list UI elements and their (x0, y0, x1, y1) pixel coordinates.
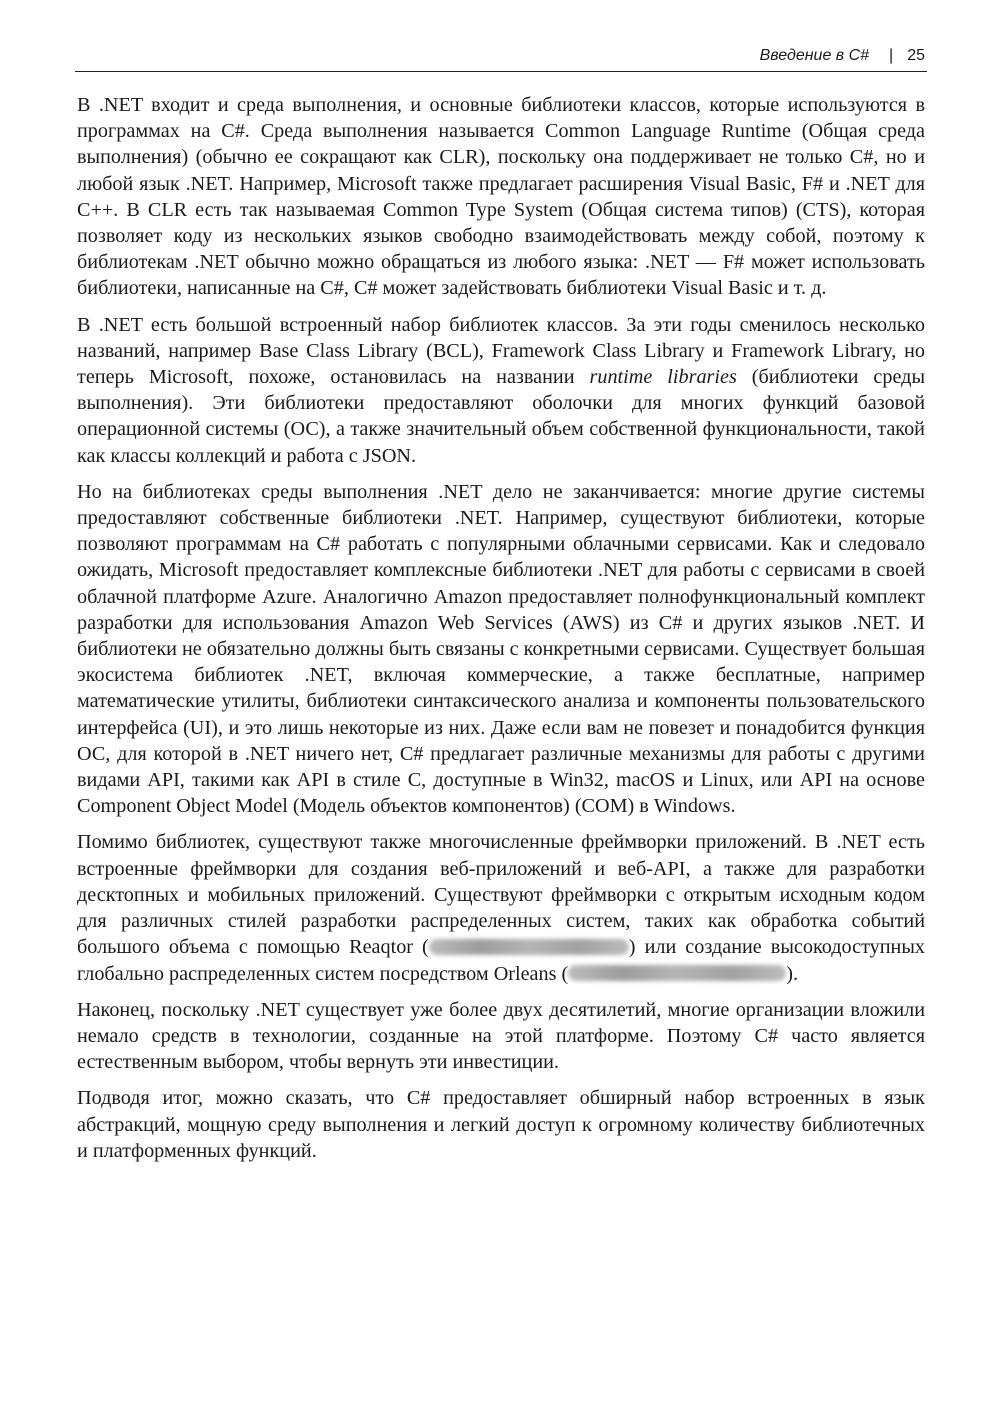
chapter-title: Введение в C# (759, 47, 870, 64)
paragraph-4 (77, 829, 925, 986)
orleans-link-redacted (568, 965, 786, 981)
paragraph-2-text-b: (библиотеки среды выполнения). Эти библиотеки предоставляют оболочки для многих функций базовой операционной системы (ОС), а также значительный объем собственной функциональности, такой как классы коллекций и работа с JSON. (77, 366, 926, 467)
header-separator: | (889, 47, 894, 64)
paragraph-5: Наконец, поскольку .NET существует уже более двух десятилетий, многие организации вложили немало средств в технологии, созданные на этой платформе. Поэтому C# часто является естественным выбором, чтобы вернуть эти инвестиции. (77, 998, 925, 1074)
paragraph-2-text-a: В .NET есть большой встроенный набор библиотек классов. За эти годы сменилось несколько названий, например Base Class Library (BCL), Framework Class Library и Framework Library, но теперь Microsoft, похоже, остановилась на названии (77, 313, 925, 389)
paragraph-1: В .NET входит и среда выполнения, и основные библиотеки классов, которые используются в программах на C#. Среда выполнения называется Common Language Runtime (Общая среда выполнения) (обычно ее сокращают как CLR), поскольку она поддерживает не только C#, но и любой язык .NET. Например, Microsoft также предлагает расширения Visual Basic, F# и .NET для C++. В CLR есть так называемая Common Type System (Общая система типов) (CTS), которая позволяет коду из нескольких языков свободно взаимодействовать между собой, поэтому к библиотекам .NET обычно можно обращаться из любого языка: .NET — F# может использовать библиотеки, написанные на C#, C# может задействовать библиотеки Visual Basic и т. д. (77, 94, 925, 300)
paragraph-4-text-b: ) или создание высокодоступных глобально распределенных систем посредством Orleans ( (77, 936, 925, 985)
paragraph-3: Но на библиотеках среды выполнения .NET дело не заканчивается: многие другие системы предоставляют собственные библиотеки .NET. Например, существуют библиотеки, которые позволяют программам на C# работать с популярными облачными сервисами. Как и следовало ожидать, Microsoft предоставляет комплексные библиотеки .NET для работы с сервисами в своей облачной платформе Azure. Аналогично Amazon предоставляет полнофункциональный комплект разработки для использования Amazon Web Services (AWS) из C# и других языков .NET. И библиотеки не обязательно должны быть связаны с конкретными сервисами. Существует большая экосистема библиотек .NET, включая коммерческие, а также бесплатные, например математические утилиты, библиотеки синтаксического анализа и компоненты пользовательского интерфейса (UI), и это лишь некоторые из них. Даже если вам не повезет и понадобится функция ОС, для которой в .NET ничего нет, C# предлагает различные механизмы для работы с другими видами API, такими как API в стиле C, доступные в Win32, macOS и Linux, или API на основе Component Object Model (Модель объектов компонентов) (COM) в Windows. (77, 480, 925, 818)
body-text (77, 92, 925, 1174)
runtime-libraries-term: runtime libraries (589, 366, 737, 389)
paragraph-2 (77, 312, 925, 469)
reaqtor-link-redacted (429, 939, 629, 955)
page-number: 25 (907, 47, 925, 64)
paragraph-6: Подводя итог, можно сказать, что C# предоставляет обширный набор встроенных в язык абстракций, мощную среду выполнения и легкий доступ к огромному количеству библиотечных и платформенных функций. (77, 1087, 925, 1162)
paragraph-4-text-c: ). (786, 962, 799, 985)
paragraph-4-text-a: Помимо библиотек, существуют также многочисленные фреймворки приложений. В .NET есть встроенные фреймворки для создания веб-приложений и веб-API, а также для разработки десктопных и мобильных приложений. Существуют фреймворки с открытым исходным кодом для различных стилей разработки распределенных систем, таких как обработка событий большого объема с помощью Reaqtor ( (77, 831, 925, 959)
running-header (75, 44, 927, 72)
